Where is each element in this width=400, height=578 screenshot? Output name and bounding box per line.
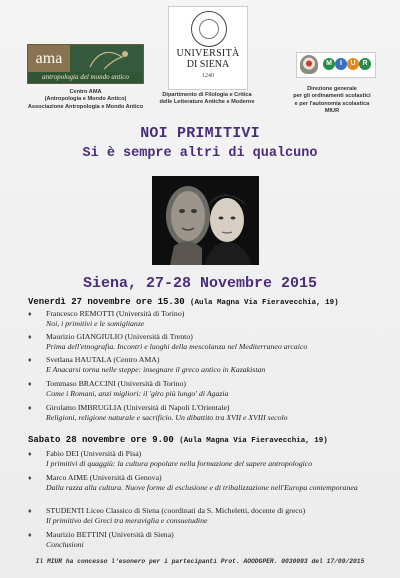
italian-republic-emblem-icon (300, 55, 318, 74)
unisi-logo-line2: DI SIENA (186, 59, 230, 70)
miur-caption-line: MIUR (324, 108, 340, 115)
talk-speaker: Francesco REMOTTI (Università di Torino) (46, 309, 185, 318)
ama-caption-line: Centro AMA (69, 89, 102, 95)
bullet-icon: ♦ (28, 356, 32, 364)
footer-note: Il MIUR ha concesso l'esonero per i partecipanti Prot. AOODGPER. 0030093 del 17/09/2015 (35, 558, 365, 565)
talk-speaker: STUDENTI Liceo Classico di Siena (coordinati da S. Micheletti, docente di greco) (46, 506, 306, 515)
session-day-time: Venerdì 27 novembre ore 15.30 (28, 297, 185, 307)
miur-letter: R (359, 58, 371, 70)
talk-title: I primitivi di quaggiù: la cultura popolare nella formazione del sapere antropologico (46, 458, 313, 468)
bullet-icon: ♦ (28, 531, 32, 539)
talk-speaker: Maurizio GIANGIULIO (Università di Trento) (46, 332, 193, 341)
talk-speaker: Tommaso BRACCINI (Università di Torino) (46, 379, 186, 388)
talk-title: Il primitivo dei Greci tra meraviglia e consuetudine (46, 515, 208, 525)
header (0, 0, 400, 122)
bullet-icon: ♦ (28, 474, 32, 482)
unisi-logo-line1: UNIVERSITÀ (176, 48, 240, 59)
poster-photo (152, 176, 259, 265)
talk-item (28, 449, 380, 471)
talk-item (28, 403, 380, 425)
university-seal-icon (191, 11, 227, 47)
bullet-icon: ♦ (28, 507, 32, 515)
ama-caption (4, 89, 167, 111)
miur-logo (296, 52, 376, 78)
talk-title: Noi, i primitivi e le somiglianze (46, 318, 145, 328)
talk-title: Religioni, religione naturale e sacrificio. Un dibattito tra XVII e XVIII secolo (46, 412, 288, 422)
talk-title: Dalla razza alla cultura. Nuove forme di esclusione e di tribalizzazione nell'Europa contemporanea (46, 482, 358, 492)
event-date-place: Siena, 27-28 Novembre 2015 (82, 275, 318, 292)
miur-caption-line: per gli ordinamenti scolastici (293, 93, 371, 100)
talk-speaker: Svetlana HAUTALA (Centro AMA) (46, 355, 160, 364)
miur-letter: I (335, 58, 347, 70)
talk-item (28, 506, 380, 528)
talk-item (28, 473, 380, 505)
unisi-caption (146, 92, 268, 107)
unisi-caption-line: delle Letterature Antiche e Moderne (159, 99, 255, 106)
unisi-caption-line: Dipartimento di Filologia e Critica (162, 92, 252, 98)
talk-item (28, 309, 380, 331)
session-heading (28, 297, 339, 307)
session-day-time: Sabato 28 novembre ore 9.00 (28, 435, 174, 445)
unisi-logo (168, 6, 248, 90)
session-location: (Aula Magna Via Fieravecchia, 19) (179, 437, 328, 445)
talk-title: Conclusioni (46, 539, 84, 549)
bullet-icon: ♦ (28, 380, 32, 388)
talk-title: E Anacarsi torna nelle steppe: insegnare il greco antico in Kazakistan (46, 364, 266, 374)
miur-caption-line: Direzione generale (307, 86, 357, 92)
ama-logo-mark: ama (28, 45, 70, 72)
page-title: NOI PRIMITIVI (140, 125, 260, 142)
talk-item (28, 530, 380, 552)
ama-logo (27, 44, 144, 84)
miur-letter: U (347, 58, 359, 70)
talk-item (28, 379, 380, 401)
miur-caption (270, 86, 394, 116)
unisi-logo-year: 1240 (202, 73, 214, 79)
bullet-icon: ♦ (28, 310, 32, 318)
talk-item (28, 332, 380, 354)
talk-title: Come i Romani, anzi migliori: il 'giro più lungo' di Agazia (46, 388, 229, 398)
page-subtitle: Si è sempre altri di qualcuno (82, 146, 318, 161)
ama-logo-subtitle: antropologia del mondo antico (28, 72, 143, 83)
miur-caption-line: e per l'autonomia scolastica (294, 100, 370, 107)
ama-logo-image (70, 45, 143, 72)
bullet-icon: ♦ (28, 450, 32, 458)
talk-item (28, 355, 380, 377)
ama-caption-line: Associazione Antropologia e Mondo Antico (27, 103, 144, 110)
talk-speaker: Girolamo IMBRUGLIA (Università di Napoli L'Orientale) (46, 403, 230, 412)
ama-caption-line: (Antropologia e Mondo Antico) (44, 96, 127, 103)
miur-letter: M (323, 58, 335, 70)
talk-speaker: Fabio DEI (Università di Pisa) (46, 449, 142, 458)
talk-speaker: Marco AIME (Università di Genova) (46, 473, 162, 482)
talk-title: Prima dell'etnografia. Incontri e luoghi della mescolanza nel Mediterraneo arcaico (46, 341, 308, 351)
session-heading (28, 435, 328, 445)
talk-speaker: Maurizio BETTINI (Università di Siena) (46, 530, 174, 539)
session-location: (Aula Magna Via Fieravecchia, 19) (190, 299, 339, 307)
bullet-icon: ♦ (28, 404, 32, 412)
bullet-icon: ♦ (28, 333, 32, 341)
